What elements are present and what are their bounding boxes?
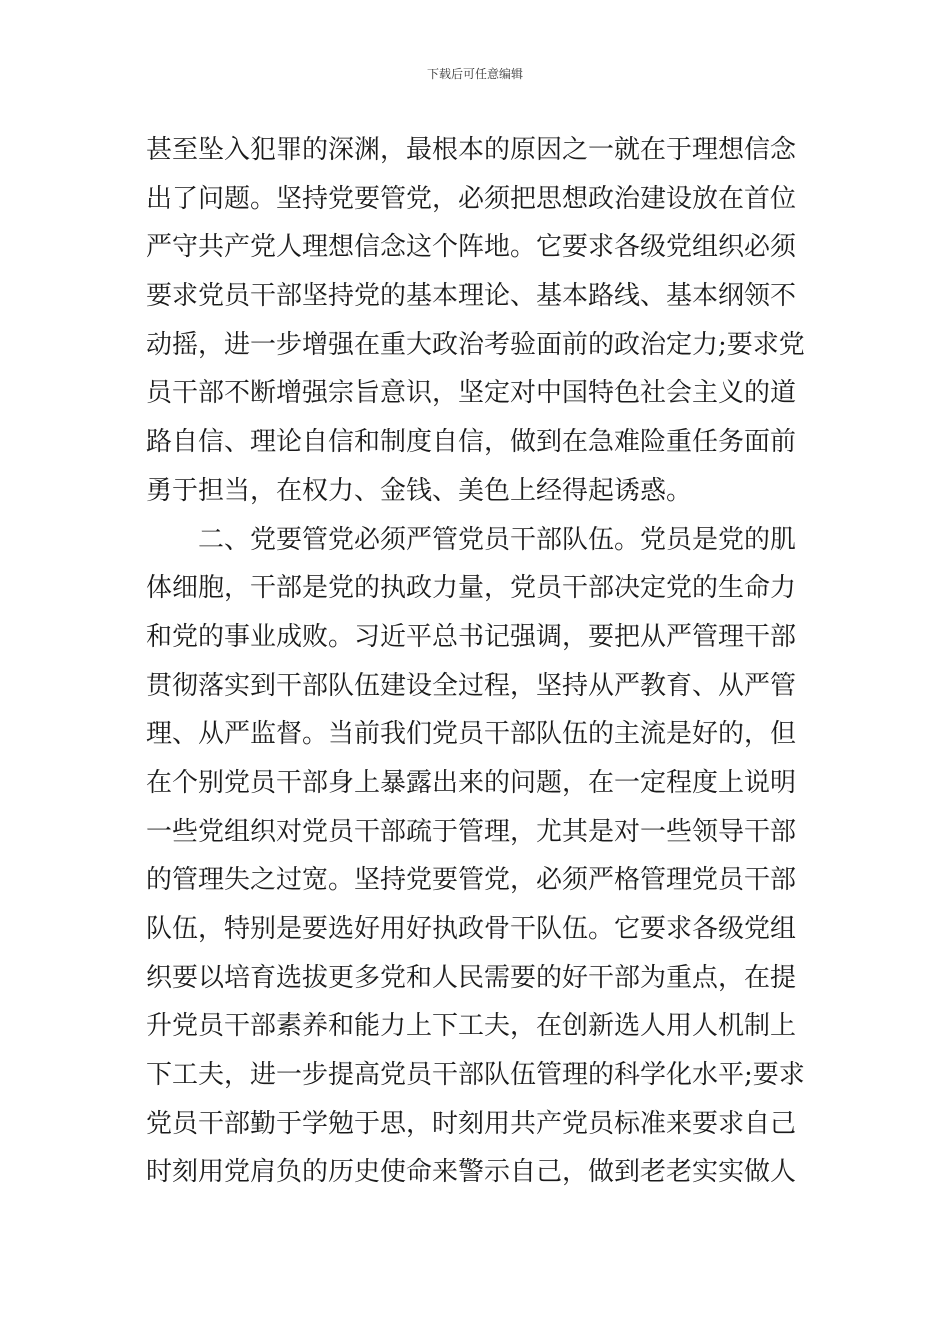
text-line: 在个别党员干部身上暴露出来的问题，在一定程度上说明	[146, 767, 797, 798]
text-line: 党员干部勤于学勉于思，时刻用共产党员标准来要求自己	[146, 1108, 797, 1139]
text-line: 织要以培育选拔更多党和人民需要的好干部为重点，在提	[146, 962, 797, 993]
text-line: 时刻用党肩负的历史使命来警示自己，做到老老实实做人	[146, 1157, 797, 1188]
text-line: 勇于担当，在权力、金钱、美色上经得起诱惑。	[146, 475, 693, 506]
text-line: 的管理失之过宽。坚持党要管党，必须严格管理党员干部	[146, 865, 797, 896]
text-line: 出了问题。坚持党要管党，必须把思想政治建设放在首位	[146, 183, 797, 214]
text-line: 路自信、理论自信和制度自信，做到在急难险重任务面前	[146, 427, 797, 458]
text-line: 要求党员干部坚持党的基本理论、基本路线、基本纲领不	[146, 281, 797, 312]
text-line: 贯彻落实到干部队伍建设全过程，坚持从严教育、从严管	[146, 670, 797, 701]
page-header: 下载后可任意编辑	[426, 67, 523, 81]
paragraph-start-line: 二、党要管党必须严管党员干部队伍。党员是党的肌	[198, 524, 797, 555]
text-line: 理、从严监督。当前我们党员干部队伍的主流是好的，但	[146, 719, 797, 750]
text-line: 员干部不断增强宗旨意识，坚定对中国特色社会主义的道	[146, 378, 797, 409]
text-line: 甚至坠入犯罪的深渊，最根本的原因之一就在于理想信念	[146, 135, 797, 165]
text-line: 严守共产党人理想信念这个阵地。它要求各级党组织必须	[146, 232, 797, 263]
text-line: 动摇，进一步增强在重大政治考验面前的政治定力;要求党	[146, 329, 805, 360]
text-line: 一些党组织对党员干部疏于管理，尤其是对一些领导干部	[146, 816, 797, 847]
text-line: 升党员干部素养和能力上下工夫，在创新选人用人机制上	[146, 1011, 797, 1042]
document-body	[146, 126, 810, 1197]
text-line: 队伍，特别是要选好用好执政骨干队伍。它要求各级党组	[146, 914, 797, 944]
text-line: 体细胞，干部是党的执政力量，党员干部决定党的生命力	[146, 573, 797, 604]
text-line: 和党的事业成败。习近平总书记强调，要把从严管理干部	[146, 621, 797, 652]
text-line: 下工夫，进一步提高党员干部队伍管理的科学化水平;要求	[146, 1060, 805, 1091]
